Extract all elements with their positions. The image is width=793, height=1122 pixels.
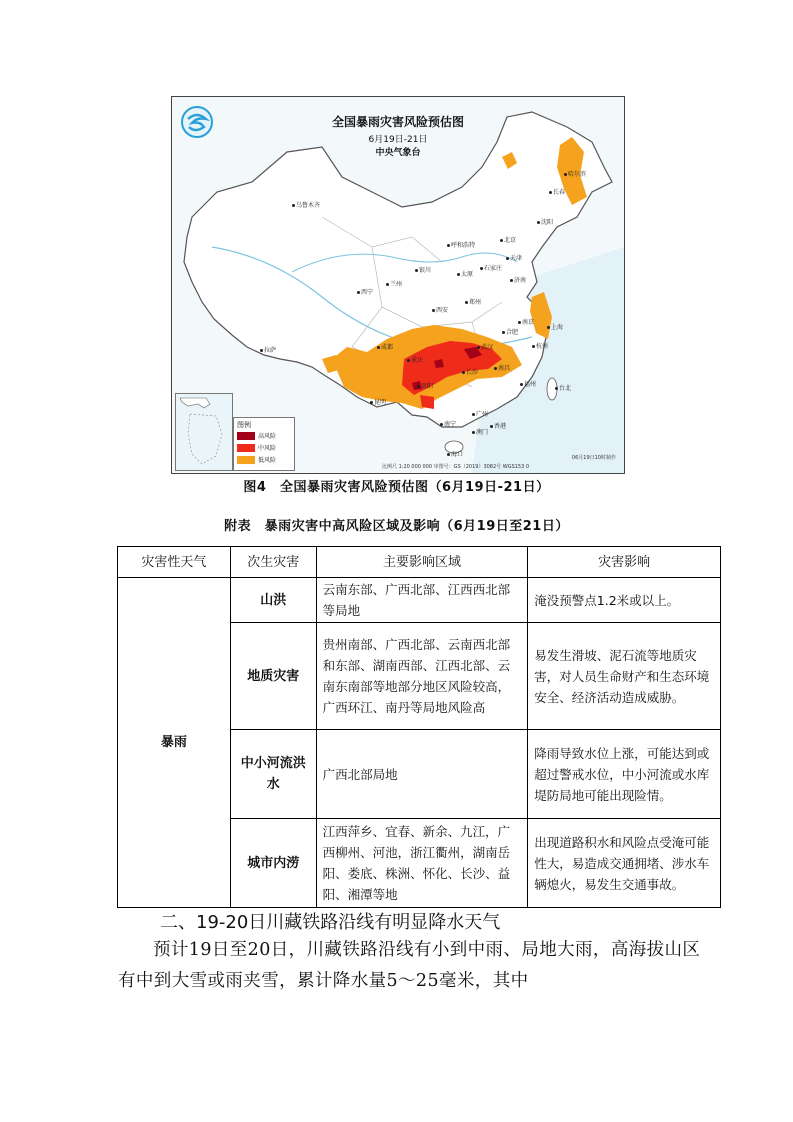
impact-cell: 出现道路积水和风险点受淹可能性大，易造成交通拥堵、涉水车辆熄火，易发生交通事故。 — [528, 819, 721, 908]
city-label: 上海 — [547, 322, 563, 331]
city-label: 重庆 — [407, 355, 423, 364]
secondary-cell: 山洪 — [230, 578, 316, 623]
area-cell: 江西萍乡、宜春、新余、九江，广西柳州、河池，浙江衢州，湖南岳阳、娄底、株洲、怀化、长沙、益阳、湘潭等地 — [316, 819, 528, 908]
table-header-row — [118, 547, 721, 578]
legend-item-high — [237, 431, 276, 440]
area-cell: 云南东部、广西北部、江西西北部等局地 — [316, 578, 528, 623]
secondary-cell: 地质灾害 — [230, 623, 316, 730]
impact-cell: 易发生滑坡、泥石流等地质灾害，对人员生命财产和生态环境安全、经济活动造成威胁。 — [528, 623, 721, 730]
impact-cell: 降雨导致水位上涨，可能达到或超过警戒水位，中小河流或水库堤防局地可能出现险情。 — [528, 730, 721, 819]
city-label: 拉萨 — [260, 345, 276, 354]
col-header-secondary: 次生灾害 — [230, 547, 316, 578]
city-label: 昆明 — [370, 397, 386, 406]
risk-map — [171, 96, 625, 474]
city-label: 贵阳 — [417, 381, 433, 390]
figure-caption: 图4 全国暴雨灾害风险预估图（6月19日-21日） — [243, 480, 550, 495]
city-label: 南宁 — [440, 419, 456, 428]
city-label: 广州 — [472, 409, 488, 418]
map-scale-text: 比例尺 1:20 000 000 审图号：GS（2019）3082号 WGS153 0 — [382, 464, 530, 470]
city-label: 西安 — [432, 305, 448, 314]
legend-title: 图例 — [237, 421, 251, 429]
city-label: 南京 — [518, 317, 534, 326]
city-label: 呼和浩特 — [447, 240, 475, 249]
col-header-area: 主要影响区域 — [316, 547, 528, 578]
impact-cell: 淹没预警点1.2米或以上。 — [528, 578, 721, 623]
city-label: 成都 — [377, 342, 393, 351]
table-caption: 附表 暴雨灾害中高风险区域及影响（6月19日至21日） — [224, 519, 569, 534]
weather-cell: 暴雨 — [118, 578, 231, 908]
city-label: 石家庄 — [480, 263, 502, 272]
legend-swatch — [237, 432, 255, 440]
city-label: 天津 — [506, 253, 522, 262]
map-title: 全国暴雨灾害风险预估图 — [331, 115, 464, 129]
col-header-impact: 灾害影响 — [528, 547, 721, 578]
table-row — [118, 578, 721, 623]
map-legend — [233, 417, 295, 471]
section-heading: 二、19-20日川藏铁路沿线有明显降水天气 — [160, 912, 501, 933]
legend-item-medium — [237, 443, 276, 452]
secondary-cell: 中小河流洪水 — [230, 730, 316, 819]
city-label: 济南 — [510, 275, 526, 284]
city-label: 杭州 — [532, 341, 548, 350]
city-label: 银川 — [415, 265, 431, 274]
city-label: 合肥 — [502, 327, 518, 336]
map-date: 6月19日-21日 — [368, 135, 428, 145]
map-agency: 中央气象台 — [375, 148, 421, 158]
city-label: 澳门 — [472, 427, 488, 436]
south-sea-inset — [175, 393, 233, 471]
city-label: 太原 — [457, 269, 473, 278]
city-label: 香港 — [490, 421, 506, 430]
city-label: 南昌 — [494, 363, 510, 372]
area-cell: 广西北部局地 — [316, 730, 528, 819]
city-label: 长沙 — [462, 367, 478, 376]
city-label: 北京 — [500, 235, 516, 244]
city-label: 福州 — [520, 379, 536, 388]
risk-table — [117, 546, 721, 908]
city-label: 海口 — [447, 449, 463, 458]
secondary-cell: 城市内涝 — [230, 819, 316, 908]
col-header-weather: 灾害性天气 — [118, 547, 231, 578]
legend-swatch — [237, 456, 255, 464]
city-label: 长春 — [549, 187, 565, 196]
area-cell: 贵州南部、广西北部、云南西北部和东部、湖南西部、江西北部、云南东南部等地部分地区风险较高，广西环江、南丹等局地风险高 — [316, 623, 528, 730]
body-paragraph: 预计19日至20日，川藏铁路沿线有小到中雨、局地大雨，高海拔山区有中到大雪或雨夹雪，累计降水量5～25毫米，其中 — [118, 940, 701, 991]
map-footnote: 06月19日10时制作 — [571, 455, 616, 461]
legend-swatch — [237, 444, 255, 452]
city-label: 哈尔滨 — [564, 169, 586, 178]
legend-item-low — [237, 455, 276, 464]
city-label: 武汉 — [477, 342, 493, 351]
city-label: 兰州 — [386, 279, 402, 288]
city-label: 台北 — [555, 383, 571, 392]
city-label: 西宁 — [357, 287, 373, 296]
legend-label: 低风险 — [258, 457, 277, 464]
legend-label: 中风险 — [258, 445, 277, 452]
legend-label: 高风险 — [258, 433, 277, 440]
city-label: 沈阳 — [537, 217, 553, 226]
city-label: 郑州 — [465, 297, 481, 306]
city-label: 乌鲁木齐 — [292, 200, 320, 209]
